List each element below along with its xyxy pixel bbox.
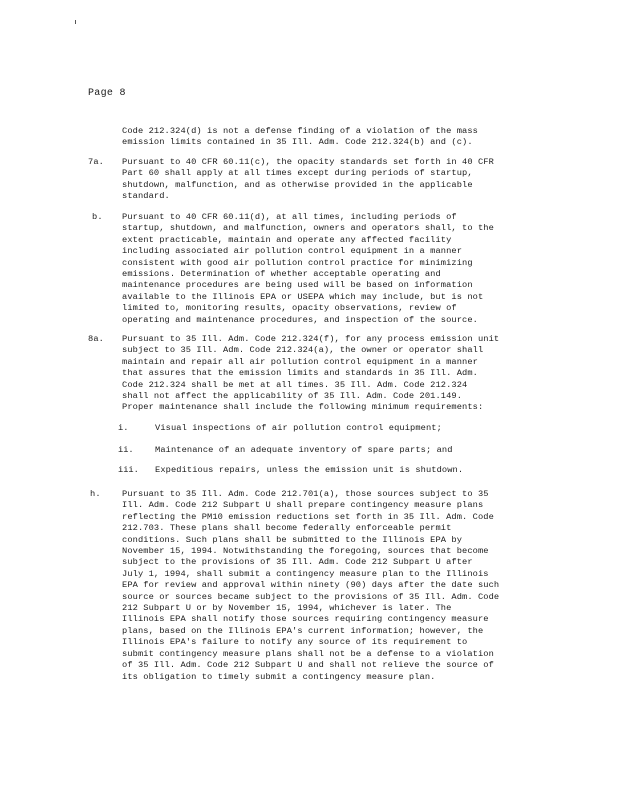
scan-mark — [75, 20, 76, 24]
requirement-marker-i: i. — [118, 423, 129, 433]
requirement-text-i: Visual inspections of air pollution control equipment; — [155, 423, 442, 433]
section-marker-b: b. — [92, 212, 103, 222]
section-7a-text: Pursuant to 40 CFR 60.11(c), the opacity standards set forth in 40 CFR Part 60 shall apply at all times except during periods of startup, shutdown, malfunction, and as otherwise provided in the applicable standard. — [122, 157, 494, 202]
requirement-text-ii: Maintenance of an adequate inventory of spare parts; and — [155, 445, 453, 455]
section-h-text: Pursuant to 35 Ill. Adm. Code 212.701(a), those sources subject to 35 Ill. Adm. Code 212 Subpart U shall prepare contingency measure plans reflecting the PM10 emission reductions set forth in 35 Ill. Adm. Code 212.703. These plans shall become federally enforceable permit conditions. Such plans shall be submitted to the Illinois EPA by November 15, 1994. Notwithstanding the foregoing, sources that become subject to the provisions of 35 Ill. Adm. Code 212 Subpart U after July 1, 1994, shall submit a contingency measure plan to the Illinois EPA for review and approval within ninety (90) days after the date such source or sources became subject to the provisions of 35 Ill. Adm. Code 212 Subpart U or by November 15, 1994, whichever is later. The Illinois EPA shall notify those sources requiring contingency measure plans, based on the Illinois EPA's current information; however, the Illinois EPA's failure to notify any source of its requirement to submit contingency measure plans shall not be a defense to a violation of 35 Ill. Adm. Code 212 Subpart U and shall not relieve the source of its obligation to timely submit a contingency measure plan. — [122, 489, 500, 682]
requirement-marker-iii: iii. — [118, 465, 139, 475]
section-b-text: Pursuant to 40 CFR 60.11(d), at all times, including periods of startup, shutdown, and malfunction, owners and operators shall, to the extent practicable, maintain and operate any affected facility including associated air pollution control equipment in a manner consistent with good air pollution control practice for minimizing emissions. Determination of whether acceptable operating and maintenance procedures are being used will be based on information available to the Illinois EPA or USEPA which may include, but is not limited to, monitoring results, opacity observations, review of operating and maintenance procedures, and inspection of the source. — [122, 212, 494, 325]
section-marker-h: h. — [90, 489, 101, 499]
requirement-marker-ii: ii. — [118, 445, 134, 455]
page-label: Page 8 — [88, 88, 126, 99]
section-marker-7a: 7a. — [88, 157, 104, 167]
continuation-paragraph: Code 212.324(d) is not a defense finding of a violation of the mass emission limits contained in 35 Ill. Adm. Code 212.324(b) and (c). — [122, 126, 478, 148]
section-marker-8a: 8a. — [88, 334, 104, 344]
section-8a-text: Pursuant to 35 Ill. Adm. Code 212.324(f), for any process emission unit subject to 35 Ill. Adm. Code 212.324(a), the owner or operator shall maintain and repair all air pollution control equipment in a manner that assures that the emission limits and standards in 35 Ill. Adm. Code 212.324 shall be met at all times. 35 Ill. Adm. Code 212.324 shall not affect the applicability of 35 Ill. Adm. Code 201.149. Proper maintenance shall include the following minimum requirements: — [122, 334, 500, 413]
requirement-text-iii: Expeditious repairs, unless the emission unit is shutdown. — [155, 465, 464, 475]
